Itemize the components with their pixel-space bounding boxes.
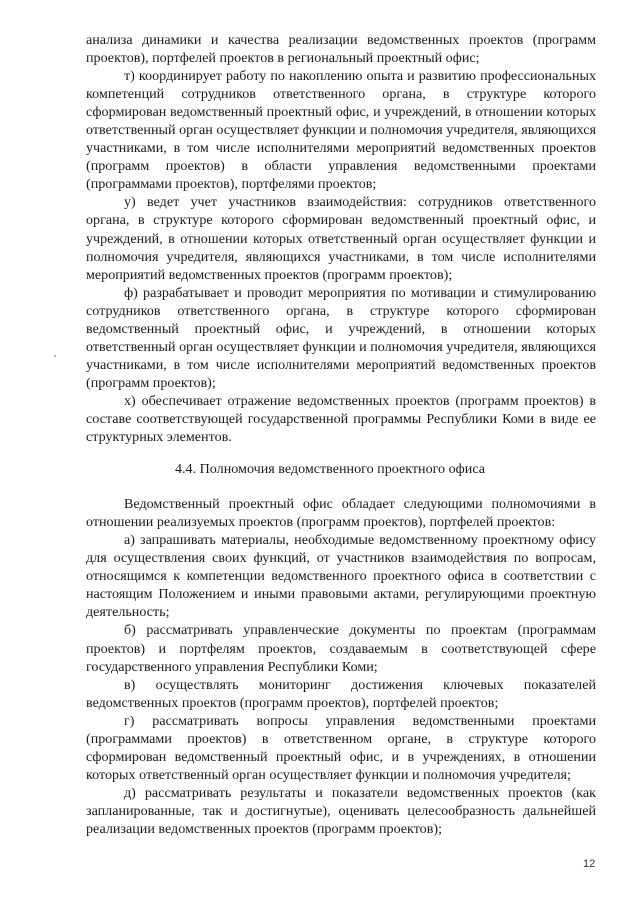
- paragraph-item-f: ф) разрабатывает и проводит мероприятия по мотивации и стимулированию сотрудников ответственного органа, в структуре которого сформирован ведомственный проектный офис, и учреждений, в отношении которых ответственный орган осуществляет функции и полномочия учредителя, являющихся участниками, в том числе исполнителями мероприятий ведомственных проектов (программ проектов);: [86, 284, 596, 391]
- paragraph-continuation: анализа динамики и качества реализации ведомственных проектов (программ проектов), портфелей проектов в региональный проектный офис;: [86, 32, 596, 67]
- paragraph-item-u: у) ведет учет участников взаимодействия: сотрудников ответственного органа, в структуре которого сформирован ведомственный проектный офис, и учреждений, в отношении которых ответственный орган осуществляет функции и полномочия учредителя, являющихся участниками, в том числе исполнителями мероприятий ведомственных проектов (программ проектов);: [86, 194, 596, 283]
- scan-speck: [54, 355, 56, 357]
- paragraph-item-d: д) рассматривать результаты и показатели ведомственных проектов (как запланированные, так и достигнутые), оценивать целесообразность дальнейшей реализации ведомственных проектов (программ проектов);: [86, 784, 596, 837]
- paragraph-item-kh: х) обеспечивает отражение ведомственных проектов (программ проектов) в составе соответствующей государственной программы Республики Коми в виде ее структурных элементов.: [86, 392, 596, 446]
- section-heading: 4.4. Полномочия ведомственного проектного офиса: [174, 461, 486, 478]
- paragraph-item-v: в) осуществлять мониторинг достижения ключевых показателей ведомственных проектов (программ проектов), портфелей проектов;: [86, 676, 596, 711]
- paragraph-item-b: б) рассматривать управленческие документы по проектам (программам проектов) и портфелям проектов, создаваемым в соответствующей сфере государственного управления Республики Коми;: [86, 622, 596, 675]
- paragraph-item-t: т) координирует работу по накоплению опыта и развитию профессиональных компетенций сотрудников ответственного органа, в структуре которого сформирован ведомственный проектный офис, и учреждений, в отношении которых ответственный орган осуществляет функции и полномочия учредителя, являющихся участниками, в том числе исполнителями мероприятий ведомственных проектов (программ проектов) в области управления ведомственными проектами (программами проектов), портфелями проектов;: [86, 68, 596, 193]
- document-body: [86, 31, 596, 838]
- section-intro-paragraph: Ведомственный проектный офис обладает следующими полномочиями в отношении реализуемых проектов (программ проектов), портфелей проектов:: [86, 496, 596, 531]
- page-number: 12: [583, 858, 596, 870]
- paragraph-item-a: а) запрашивать материалы, необходимые ведомственному проектному офису для осуществления своих функций, от участников взаимодействия по вопросам, относящимся к компетенции ведомственного проектного офиса в соответствии с настоящим Положением и иными правовыми актами, регулирующими проектную деятельность;: [86, 532, 596, 621]
- paragraph-item-g: г) рассматривать вопросы управления ведомственными проектами (программами проектов) в ответственном органе, в структуре которого сформирован ведомственный проектный офис, и в учреждениях, в отношении которых ответственный орган осуществляет функции и полномочия учредителя;: [86, 712, 596, 783]
